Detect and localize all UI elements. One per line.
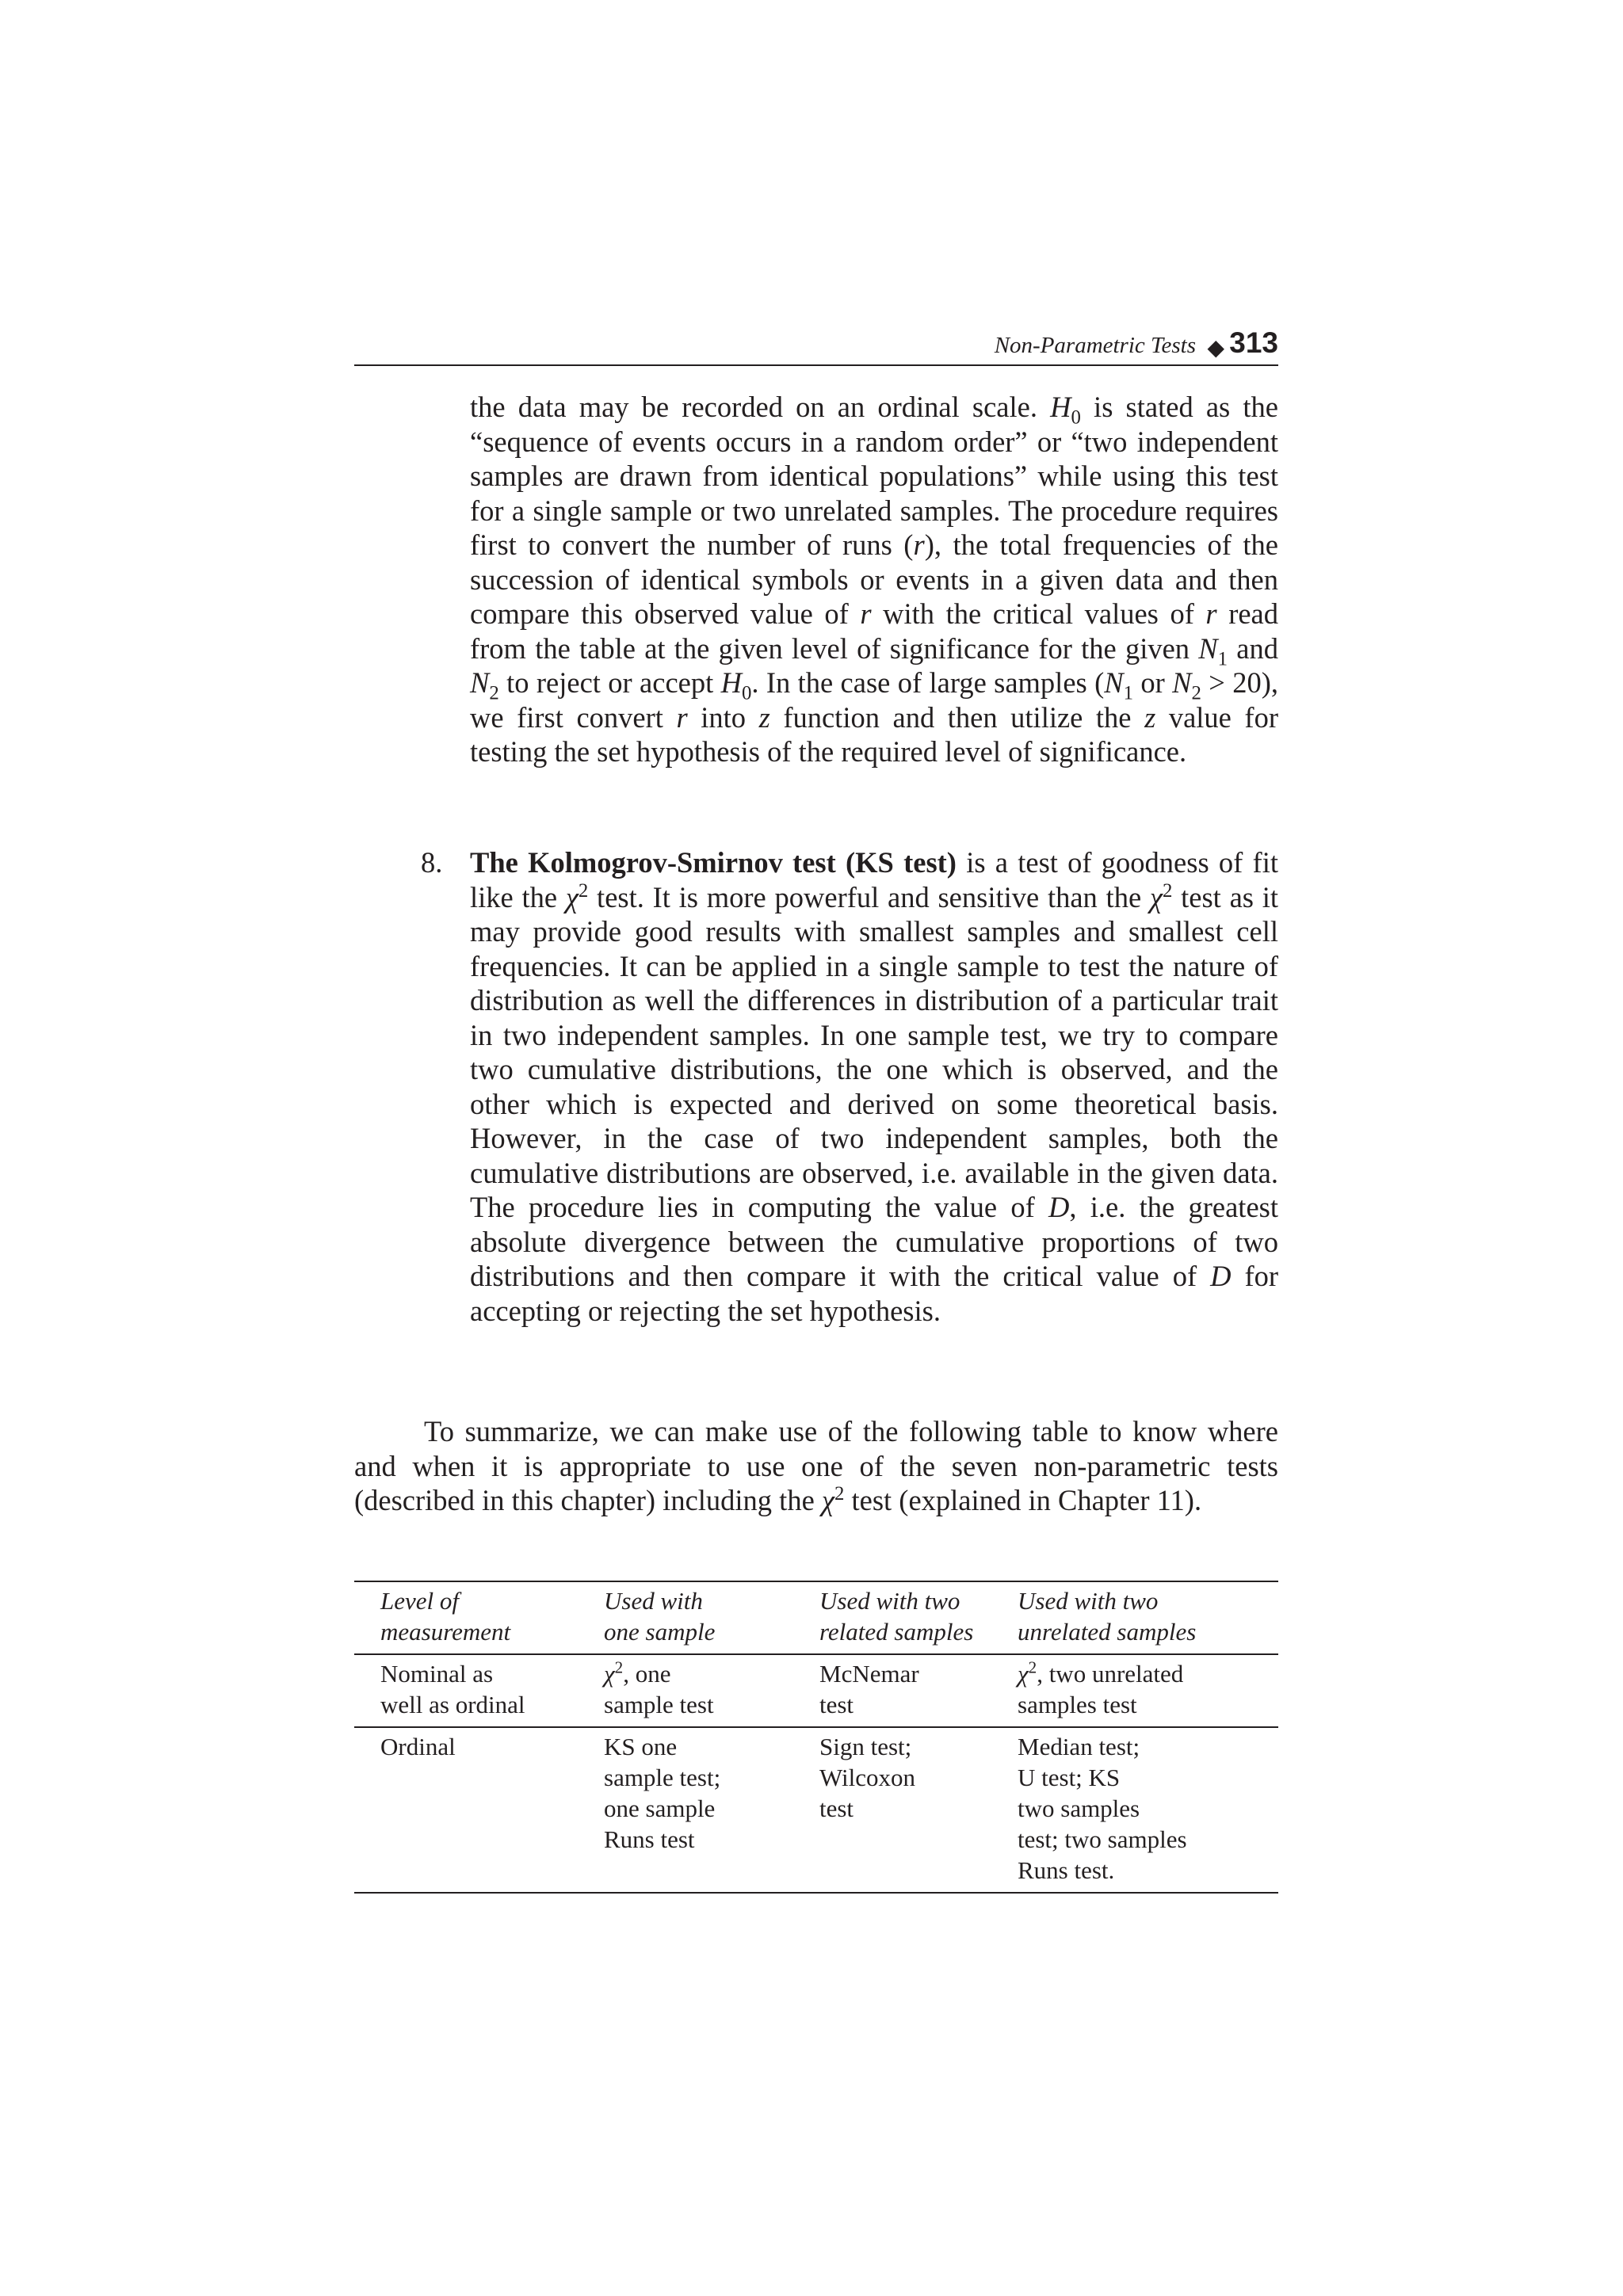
cell-related: Sign test; Wilcoxon test <box>819 1733 916 1822</box>
header-one-sample: Used with one sample <box>604 1587 716 1646</box>
running-head-title: Non-Parametric Tests <box>994 333 1196 358</box>
header-level: Level of measurement <box>380 1587 511 1646</box>
summary-table <box>354 1581 1278 1894</box>
tests-table <box>354 1582 1278 1892</box>
list-item-number: 8. <box>421 846 443 879</box>
header-unrelated: Used with two unrelated samples <box>1018 1587 1197 1646</box>
header-related: Used with two related samples <box>819 1587 974 1646</box>
paragraph-runs-test: the data may be recorded on an ordinal scale. $H_0$ is stated as the “sequence of events occurs in a random order” or “two independent samples are drawn from identical populations” while using this test for a single sample or two unrelated samples. The procedure requires first to convert the number of runs (r), the total frequencies of the succession of identical symbols or events in a given data and then compare this observed value of r with the critical values of r read from the table at the given level of significance for the given $N_1$ and $N_2$ to reject or accept $H_0$. In the case of large samples ($N_1$ or $N_2 > 20$), we first convert r into z function and then utilize the z value for testing the set hypothesis of the required level of significance. <box>470 391 1279 768</box>
cell-one-sample: $\chi^2$, one sample test <box>604 1657 714 1718</box>
summary-paragraph: To summarize, we can make use of the following table to know where and when it is appropriate to use one of the seven non-parametric tests (described in this chapter) including the $\chi^2$ test (explained in Chapter 11). <box>354 1415 1278 1516</box>
cell-unrelated: Median test; U test; KS two samples test; two samples Runs test. <box>1018 1733 1187 1884</box>
cell-related: McNemar test <box>819 1660 919 1718</box>
cell-unrelated: $\chi^2$, two unrelated samples test <box>1018 1657 1184 1718</box>
table-row <box>354 1654 1278 1727</box>
diamond-ornament-icon: ◆ <box>1207 334 1224 360</box>
table-row <box>354 1727 1278 1892</box>
table-header-row <box>354 1582 1278 1654</box>
cell-level: Nominal as well as ordinal <box>380 1660 525 1718</box>
cell-one-sample: KS one sample test; one sample Runs test <box>604 1733 721 1853</box>
running-header <box>354 322 1278 366</box>
page-number: 313 <box>1229 326 1278 359</box>
list-item-ks-test: The Kolmogrov-Smirnov test (KS test) is a test of goodness of fit like the $\chi^2$ test. It is more powerful and sensitive than the $\chi^2$ test as it may provide good results with smallest samples and smallest cell frequencies. It can be applied in a single sample to test the nature of distribution as well the differences in distribution of a particular trait in two independent samples. In one sample test, we try to compare two cumulative distributions, the one which is observed, and the other which is expected and derived on some theoretical basis. However, in the case of two independent samples, both the cumulative distributions are observed, i.e. available in the given data. The procedure lies in computing the value of D, i.e. the greatest absolute divergence between the cumulative proportions of two distributions and then compare it with the critical value of D for accepting or rejecting the set hypothesis. <box>470 846 1279 1327</box>
cell-level: Ordinal <box>380 1733 456 1760</box>
ks-test-title: The Kolmogrov-Smirnov test (KS test) <box>470 846 957 879</box>
